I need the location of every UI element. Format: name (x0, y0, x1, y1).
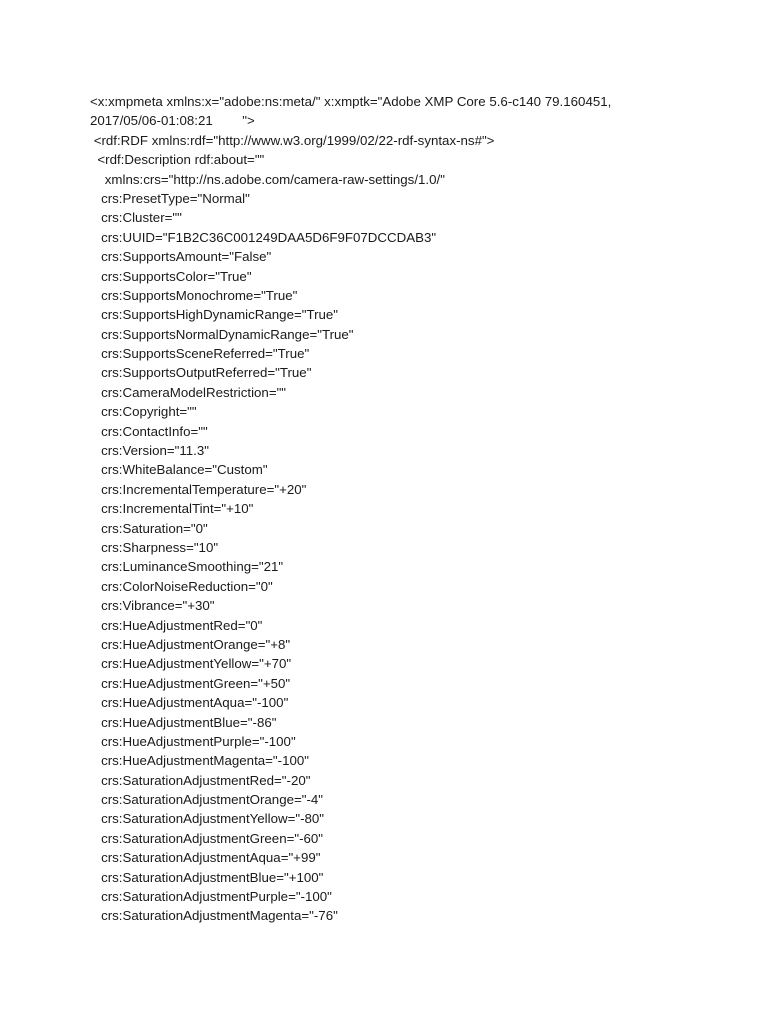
xmp-line: crs:SaturationAdjustmentBlue="+100" (90, 869, 324, 885)
xmp-line: crs:HueAdjustmentYellow="+70" (90, 656, 292, 672)
xmp-line: <rdf:Description rdf:about="" (90, 152, 265, 168)
xmp-line: xmlns:crs="http://ns.adobe.com/camera-raw-settings/1.0/" (90, 171, 445, 187)
xmp-line: crs:Version="11.3" (90, 443, 209, 459)
xmp-line: crs:IncrementalTint="+10" (90, 501, 254, 517)
xmp-line: <rdf:RDF xmlns:rdf="http://www.w3.org/1999/02/22-rdf-syntax-ns#"> (90, 132, 495, 148)
xmp-line: crs:SaturationAdjustmentYellow="-80" (90, 811, 325, 827)
xmp-line: 2017/05/06-01:08:21 "> (90, 113, 255, 129)
xmp-line: crs:Sharpness="10" (90, 539, 219, 555)
xmp-line: crs:Copyright="" (90, 404, 197, 420)
xmp-line: crs:HueAdjustmentPurple="-100" (90, 733, 296, 749)
xmp-line: crs:PresetType="Normal" (90, 190, 250, 206)
xmp-line: crs:SaturationAdjustmentAqua="+99" (90, 850, 321, 866)
xmp-line: crs:Vibrance="+30" (90, 598, 215, 614)
xmp-line: crs:SupportsSceneReferred="True" (90, 346, 310, 362)
xmp-line: crs:IncrementalTemperature="+20" (90, 481, 307, 497)
xmp-line: crs:SaturationAdjustmentMagenta="-76" (90, 908, 338, 924)
xmp-line: crs:HueAdjustmentAqua="-100" (90, 695, 289, 711)
xmp-line: crs:ContactInfo="" (90, 423, 208, 439)
xmp-line: crs:SaturationAdjustmentPurple="-100" (90, 889, 332, 905)
xmp-line: crs:SaturationAdjustmentRed="-20" (90, 772, 311, 788)
xmp-line: crs:CameraModelRestriction="" (90, 384, 287, 400)
xmp-line: crs:SupportsMonochrome="True" (90, 287, 298, 303)
xmp-line: crs:SupportsColor="True" (90, 268, 252, 284)
xmp-line: crs:HueAdjustmentRed="0" (90, 617, 263, 633)
xmp-line: crs:UUID="F1B2C36C001249DAA5D6F9F07DCCDAB3" (90, 229, 437, 245)
xmp-line: crs:HueAdjustmentBlue="-86" (90, 714, 277, 730)
xmp-line: crs:LuminanceSmoothing="21" (90, 559, 284, 575)
xmp-line: crs:ColorNoiseReduction="0" (90, 578, 273, 594)
xmp-line: crs:SupportsHighDynamicRange="True" (90, 307, 339, 323)
xmp-line: crs:Cluster="" (90, 210, 182, 226)
xmp-line: crs:Saturation="0" (90, 520, 208, 536)
xmp-metadata-text (90, 92, 750, 926)
xmp-line: crs:SupportsAmount="False" (90, 249, 272, 265)
xmp-line: crs:HueAdjustmentOrange="+8" (90, 636, 291, 652)
xmp-line: <x:xmpmeta xmlns:x="adobe:ns:meta/" x:xmptk="Adobe XMP Core 5.6-c140 79.160451, (90, 94, 612, 109)
xmp-line: crs:SaturationAdjustmentOrange="-4" (90, 792, 324, 808)
xmp-line: crs:SaturationAdjustmentGreen="-60" (90, 830, 324, 846)
xmp-line: crs:SupportsOutputReferred="True" (90, 365, 312, 381)
xmp-line: crs:HueAdjustmentGreen="+50" (90, 675, 291, 691)
xmp-line: crs:SupportsNormalDynamicRange="True" (90, 326, 354, 342)
xmp-line: crs:WhiteBalance="Custom" (90, 462, 268, 478)
xmp-line: crs:HueAdjustmentMagenta="-100" (90, 753, 309, 769)
